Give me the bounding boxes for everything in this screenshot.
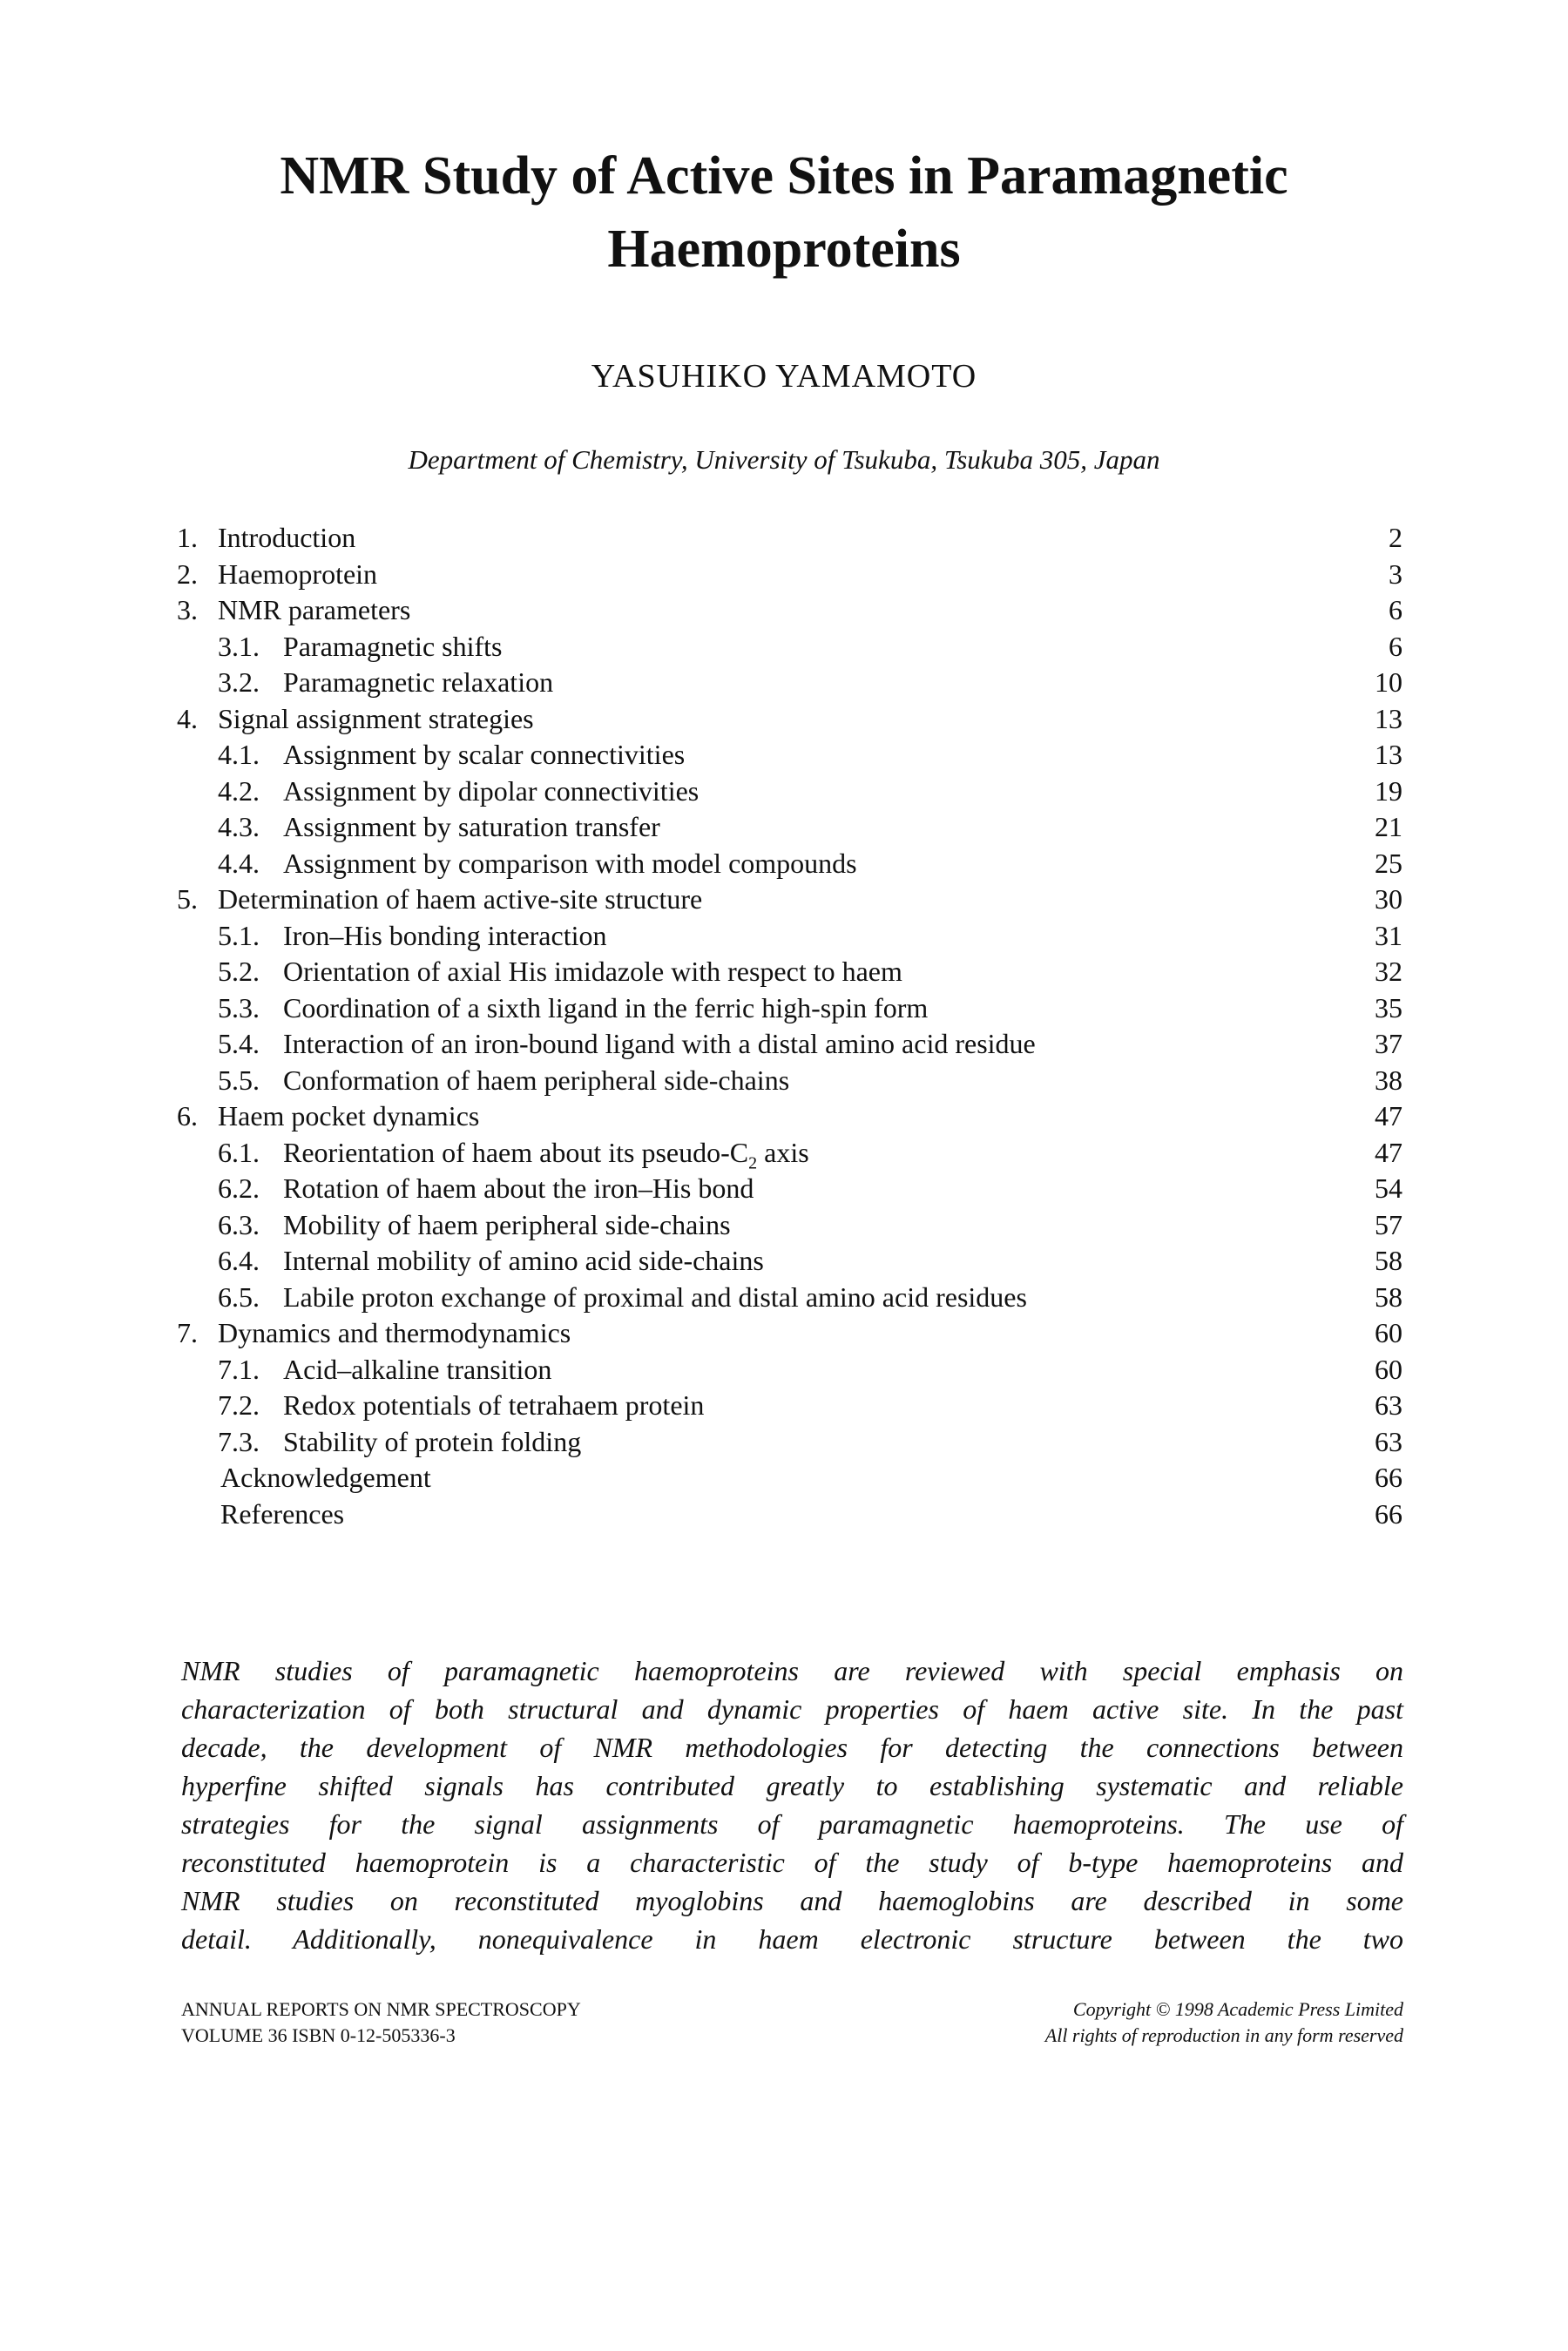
toc-entry — [177, 1315, 1402, 1352]
toc-entry-title — [283, 629, 502, 665]
toc-entry-title — [218, 1315, 571, 1352]
toc-entry — [177, 557, 1402, 593]
toc-entry — [177, 592, 1402, 629]
toc-entry-title — [283, 1388, 704, 1424]
toc-entry-title — [283, 737, 685, 774]
copyright-notice: Copyright © 1998 Academic Press Limited — [1072, 1998, 1403, 2020]
toc-entry — [177, 629, 1402, 665]
toc-entry-page: 13 — [1375, 702, 1402, 734]
toc-entry — [177, 1424, 1402, 1461]
toc-entry-page: 47 — [1375, 1100, 1402, 1132]
toc-entry-page: 30 — [1375, 883, 1402, 915]
toc-entry-text-after: axis — [757, 1136, 809, 1168]
toc-entry-page: 25 — [1375, 847, 1402, 879]
toc-entry-text: Assignment by dipolar connectivities — [283, 774, 700, 807]
abstract-line: reconstituted haemoprotein is a characteristic of the study of b-type haemoproteins and — [181, 1847, 1403, 1878]
toc-entry-number: 5.5. — [218, 1064, 260, 1096]
toc-entry-text: Stability of protein folding — [283, 1425, 582, 1457]
toc-entry — [177, 1098, 1402, 1135]
abstract-line: detail. Additionally, nonequivalence in haem electronic structure between the two — [181, 1923, 1403, 1955]
toc-entry-page: 13 — [1375, 739, 1402, 770]
toc-entry — [177, 1243, 1402, 1280]
toc-entry-number: 7.3. — [218, 1425, 260, 1457]
toc-entry-text: Internal mobility of amino acid side-chains — [283, 1245, 764, 1276]
toc-entry-text: Assignment by scalar connectivities — [283, 739, 686, 770]
toc-entry-text: Conformation of haem peripheral side-chains — [283, 1064, 790, 1096]
toc-entry-text: Reorientation of haem about its pseudo-C — [283, 1136, 749, 1168]
toc-entry-text: Introduction — [218, 522, 356, 553]
toc-entry-page: 63 — [1375, 1389, 1402, 1421]
page-title — [0, 139, 1568, 286]
toc-entry-text: Iron–His bonding interaction — [283, 919, 607, 951]
toc-entry — [177, 918, 1402, 955]
toc-entry — [177, 990, 1402, 1027]
toc-entry-text: Labile proton exchange of proximal and distal amino acid residues — [283, 1280, 1027, 1313]
toc-entry — [177, 1388, 1402, 1424]
toc-entry — [177, 1496, 1402, 1533]
toc-entry — [177, 737, 1402, 774]
toc-entry — [177, 701, 1402, 738]
toc-entry-page: 37 — [1375, 1028, 1402, 1059]
toc-entry-number: 5.2. — [218, 956, 260, 987]
toc-entry-text: Coordination of a sixth ligand in the ferric high-spin form — [283, 991, 929, 1023]
toc-entry-page: 10 — [1375, 666, 1402, 698]
journal-name: ANNUAL REPORTS ON NMR SPECTROSCOPY — [181, 1998, 581, 2020]
toc-entry-number: 6.2. — [218, 1172, 260, 1204]
toc-entry-page: 60 — [1375, 1317, 1402, 1348]
toc-entry-text: Orientation of axial His imidazole with respect to haem — [283, 956, 902, 987]
toc-entry-number: 4. — [177, 702, 198, 734]
toc-entry-number: 3. — [177, 594, 198, 625]
toc-entry — [177, 1207, 1402, 1244]
toc-entry-text: Signal assignment strategies — [218, 702, 534, 734]
toc-entry-page: 60 — [1375, 1353, 1402, 1385]
rights-notice: All rights of reproduction in any form reserved — [1044, 2024, 1403, 2046]
footer-journal-info — [181, 1996, 581, 2049]
toc-entry-page: 3 — [1389, 557, 1402, 590]
toc-entry-title — [283, 665, 553, 701]
toc-entry-title — [283, 809, 660, 846]
toc-entry-number: 4.3. — [218, 811, 260, 842]
subscript: 2 — [748, 1152, 758, 1172]
toc-entry-title — [283, 1171, 754, 1207]
toc-entry-text: Paramagnetic relaxation — [283, 666, 554, 698]
toc-entry-number: 7.2. — [218, 1389, 260, 1421]
toc-entry-number: 6. — [177, 1100, 198, 1132]
toc-entry-page: 21 — [1375, 811, 1402, 842]
toc-entry-text: Mobility of haem peripheral side-chains — [283, 1208, 731, 1240]
toc-entry-page: 32 — [1375, 956, 1402, 987]
toc-entry-title — [218, 1098, 479, 1135]
toc-entry-number: 2. — [177, 557, 198, 590]
title-line-2: Haemoproteins — [607, 220, 961, 279]
toc-entry-text: Dynamics and thermodynamics — [218, 1317, 571, 1348]
toc-entry-page: 54 — [1375, 1172, 1402, 1204]
toc-entry-text: References — [220, 1497, 345, 1530]
toc-entry-title — [283, 1026, 1036, 1063]
toc-entry-text: Rotation of haem about the iron–His bond — [283, 1172, 754, 1204]
toc-entry-title — [283, 774, 699, 810]
toc-entry-title — [283, 846, 857, 882]
toc-entry-number: 7. — [177, 1317, 198, 1348]
toc-entry — [177, 1063, 1402, 1099]
footer-copyright — [1045, 1996, 1403, 2049]
toc-entry-page: 58 — [1375, 1280, 1402, 1313]
toc-entry-number: 1. — [177, 522, 198, 553]
toc-entry-text: Acknowledgement — [220, 1462, 431, 1493]
toc-entry-title — [283, 1424, 581, 1461]
toc-entry-title — [218, 701, 534, 738]
toc-entry-title — [218, 557, 377, 593]
toc-entry-number: 6.5. — [218, 1280, 260, 1313]
toc-entry-page: 6 — [1389, 630, 1402, 662]
abstract-line: characterization of both structural and dynamic properties of haem active site. In the past — [181, 1693, 1403, 1725]
toc-entry-page: 47 — [1375, 1136, 1402, 1168]
toc-entry-number: 4.2. — [218, 774, 260, 807]
toc-entry-text: Determination of haem active-site structure — [218, 883, 703, 915]
toc-entry-title — [283, 1243, 764, 1280]
toc-entry-number: 5.1. — [218, 919, 260, 951]
abstract-line: hyperfine shifted signals has contributed greatly to establishing systematic and reliable — [181, 1770, 1403, 1801]
toc-entry-number: 5.3. — [218, 991, 260, 1023]
toc-entry — [177, 1280, 1402, 1316]
toc-entry-page: 31 — [1375, 919, 1402, 951]
toc-entry-number: 6.4. — [218, 1245, 260, 1276]
toc-entry-text: Redox potentials of tetrahaem protein — [283, 1389, 705, 1421]
toc-entry-title — [283, 954, 902, 990]
volume-isbn: VOLUME 36 ISBN 0-12-505336-3 — [181, 2024, 456, 2046]
toc-entry-page: 57 — [1375, 1208, 1402, 1240]
toc-entry-page: 38 — [1375, 1064, 1402, 1096]
author-name: YASUHIKO YAMAMOTO — [591, 358, 977, 395]
toc-entry — [177, 665, 1402, 701]
toc-entry — [177, 954, 1402, 990]
abstract-line: decade, the development of NMR methodologies for detecting the connections between — [181, 1732, 1403, 1763]
toc-entry — [177, 846, 1402, 882]
toc-entry — [177, 1135, 1402, 1172]
toc-entry-text: Acid–alkaline transition — [283, 1353, 552, 1385]
toc-entry — [177, 1352, 1402, 1388]
toc-entry-number: 5.4. — [218, 1028, 260, 1059]
toc-entry-text: Interaction of an iron-bound ligand with a distal amino acid residue — [283, 1028, 1036, 1059]
toc-entry-page: 35 — [1375, 991, 1402, 1023]
toc-entry-page: 2 — [1389, 522, 1402, 553]
abstract-line: NMR studies of paramagnetic haemoproteins are reviewed with special emphasis on — [181, 1655, 1403, 1686]
toc-entry — [177, 774, 1402, 810]
toc-entry — [177, 809, 1402, 846]
toc-entry-text: Paramagnetic shifts — [283, 630, 503, 662]
toc-entry-number: 6.3. — [218, 1208, 260, 1240]
toc-entry-text: Assignment by comparison with model compounds — [283, 847, 857, 879]
toc-entry-text: NMR parameters — [218, 594, 411, 625]
abstract — [181, 1652, 1403, 1958]
toc-entry — [177, 882, 1402, 918]
toc-entry-title — [283, 1352, 551, 1388]
table-of-contents — [177, 520, 1402, 1532]
author-affiliation: Department of Chemistry, University of Tsukuba, Tsukuba 305, Japan — [408, 444, 1160, 475]
toc-entry-number: 6.1. — [218, 1136, 260, 1168]
toc-entry-title — [283, 1207, 731, 1244]
toc-entry-number: 5. — [177, 883, 198, 915]
toc-entry-page: 58 — [1375, 1245, 1402, 1276]
abstract-line: NMR studies on reconstituted myoglobins and haemoglobins are described in some — [181, 1885, 1403, 1916]
toc-entry-title — [283, 918, 606, 955]
toc-entry-title — [283, 1063, 789, 1099]
toc-entry-title — [220, 1460, 431, 1496]
toc-entry-number: 3.2. — [218, 666, 260, 698]
toc-entry-text: Haemoprotein — [218, 557, 378, 590]
toc-entry-title — [283, 990, 928, 1027]
abstract-line: strategies for the signal assignments of paramagnetic haemoproteins. The use of — [181, 1808, 1403, 1840]
toc-entry — [177, 1026, 1402, 1063]
toc-entry — [177, 1171, 1402, 1207]
toc-entry-page: 19 — [1375, 774, 1402, 807]
toc-entry-page: 6 — [1389, 594, 1402, 625]
toc-entry-title — [218, 882, 702, 918]
toc-entry-title — [218, 520, 355, 557]
toc-entry-text: Haem pocket dynamics — [218, 1100, 480, 1132]
toc-entry-text: Assignment by saturation transfer — [283, 811, 660, 842]
title-line-1: NMR Study of Active Sites in Paramagnetic — [280, 146, 1288, 206]
toc-entry-number: 3.1. — [218, 630, 260, 662]
toc-entry-number: 4.1. — [218, 739, 260, 770]
toc-entry-title — [218, 592, 410, 629]
toc-entry-number: 7.1. — [218, 1353, 260, 1385]
toc-entry-title — [220, 1496, 344, 1533]
toc-entry-page: 66 — [1375, 1497, 1402, 1530]
toc-entry-title — [283, 1280, 1027, 1316]
toc-entry — [177, 520, 1402, 557]
toc-entry-page: 63 — [1375, 1425, 1402, 1457]
toc-entry — [177, 1460, 1402, 1496]
toc-entry-page: 66 — [1375, 1462, 1402, 1493]
toc-entry-number: 4.4. — [218, 847, 260, 879]
